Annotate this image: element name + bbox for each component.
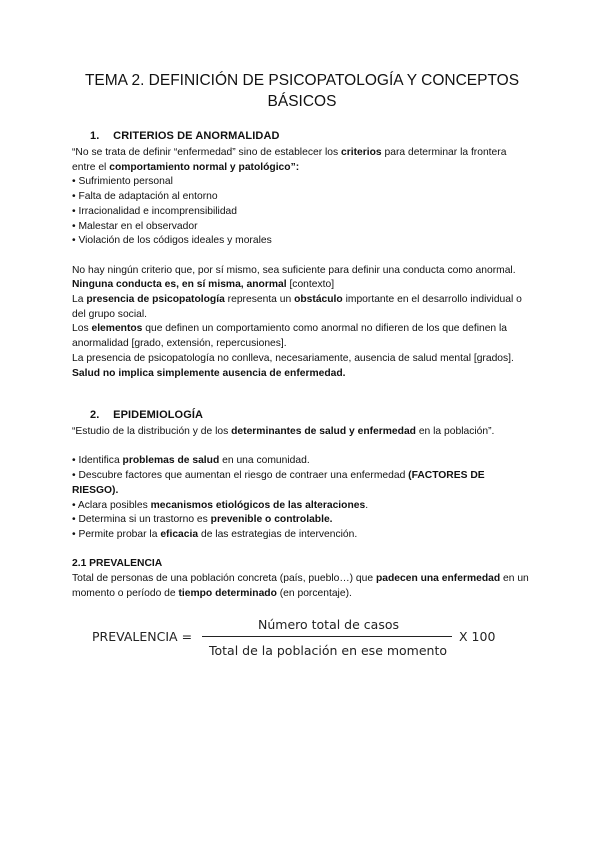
bold-span: mecanismos etiológicos de las alteraciones	[150, 499, 366, 511]
text-span: representa un	[224, 294, 295, 306]
list-item	[72, 513, 532, 528]
section-title: CRITERIOS DE ANORMALIDAD	[113, 130, 280, 142]
text-span: • Identifica	[72, 455, 123, 467]
paragraph	[72, 322, 532, 351]
epidemiologia-intro	[72, 425, 532, 440]
formula-numerator: Número total de casos	[258, 617, 399, 632]
bold-span: presencia de psicopatología	[86, 294, 225, 306]
text-span: para determinar la frontera entre el	[72, 147, 507, 173]
subsection-heading-prevalencia: 2.1 PREVALENCIA	[72, 558, 163, 569]
bold-span: eficacia	[160, 528, 199, 540]
bold-span: (FACTORES DE RIESGO).	[72, 470, 485, 496]
text-span: [contexto]	[286, 279, 335, 291]
section-title: EPIDEMIOLOGÍA	[113, 409, 204, 421]
bold-span: elementos	[91, 323, 143, 335]
spacer	[72, 440, 532, 455]
list-item: • Irracionalidad e incomprensibilidad	[72, 205, 238, 217]
section-number: 2.	[90, 409, 100, 421]
subsection-body-prevalencia	[72, 572, 532, 601]
list-item	[72, 469, 532, 498]
list-item	[72, 528, 532, 543]
bold-span: Ninguna conducta es, en sí misma, anormal	[72, 279, 287, 291]
bold-span: ”:	[290, 161, 300, 173]
text-span: Total de personas de una población concreta (país, pueblo…) que	[72, 573, 376, 584]
page-title: TEMA 2. DEFINICIÓN DE PSICOPATOLOGÍA Y CONCEPTOS BÁSICOS	[84, 72, 520, 110]
bold-span: comportamiento normal y patológico	[109, 161, 291, 173]
bold-span: problemas de salud	[122, 455, 220, 467]
text-span: • Determina si un trastorno es	[72, 514, 211, 526]
list-item: • Falta de adaptación al entorno	[72, 191, 218, 203]
bold-span: determinantes de salud y enfermedad	[231, 426, 416, 437]
text-span: importante en el desarrollo individual o del grupo social.	[72, 294, 522, 320]
section-heading-epidemiologia	[72, 409, 203, 421]
text-span: • Descubre factores que aumentan el riesgo de contraer una enfermedad	[72, 470, 409, 482]
bold-span: tiempo determinado	[178, 587, 277, 599]
bold-span: obstáculo	[294, 294, 343, 306]
text-span: La	[72, 294, 87, 306]
text-span: en una comunidad.	[219, 455, 310, 467]
prevalence-formula	[92, 612, 532, 662]
text-span: (en porcentaje).	[276, 587, 352, 599]
bold-span: padecen una enfermedad	[375, 573, 501, 584]
text-span: que definen un comportamiento como anormal no difieren de los que definen la anormalidad [grado, extensión, repercusiones].	[72, 323, 508, 350]
text-span: “No se trata de definir “enfermedad” sino de establecer los	[72, 147, 342, 158]
section-number: 1.	[90, 130, 100, 142]
text-span: en la población”.	[415, 426, 495, 437]
formula-multiplier: X 100	[459, 629, 496, 644]
text-span: Los	[72, 323, 92, 335]
section-body-criterios	[72, 146, 532, 381]
paragraph	[72, 264, 532, 293]
text-span: La presencia de psicopatología no conlleva, necesariamente, ausencia de salud mental [grados].	[72, 352, 514, 364]
spacer	[72, 249, 532, 264]
section-body-epidemiologia	[72, 425, 532, 543]
text-span: • Permite probar la	[72, 528, 161, 540]
text-span: “Estudio de la distribución y de los	[72, 426, 232, 437]
bold-span: criterios	[341, 147, 382, 158]
formula-lhs: PREVALENCIA =	[92, 629, 193, 644]
text-span: • Aclara posibles	[72, 499, 151, 511]
list-item: • Violación de los códigos ideales y morales	[72, 235, 272, 247]
bold-span: Salud no implica simplemente ausencia de enfermedad.	[72, 367, 346, 379]
formula-denominator: Total de la población en ese momento	[209, 643, 448, 658]
list-item: • Malestar en el observador	[72, 220, 198, 232]
paragraph	[72, 293, 532, 322]
text-span: de las estrategias de intervención.	[198, 528, 358, 540]
paragraph	[72, 352, 532, 381]
text-span: No hay ningún criterio que, por sí mismo, sea suficiente para definir una conducta como anormal.	[72, 264, 516, 276]
text-span: .	[365, 499, 369, 511]
criterios-intro	[72, 146, 532, 175]
list-item: • Sufrimiento personal	[72, 176, 173, 188]
bold-span: prevenible o controlable.	[210, 514, 333, 526]
paragraph	[72, 572, 532, 601]
list-item	[72, 499, 532, 514]
text-span: en un momento o período de	[72, 573, 529, 599]
list-item	[72, 454, 532, 469]
section-heading-criterios	[72, 130, 280, 142]
fraction-bar	[202, 636, 452, 637]
